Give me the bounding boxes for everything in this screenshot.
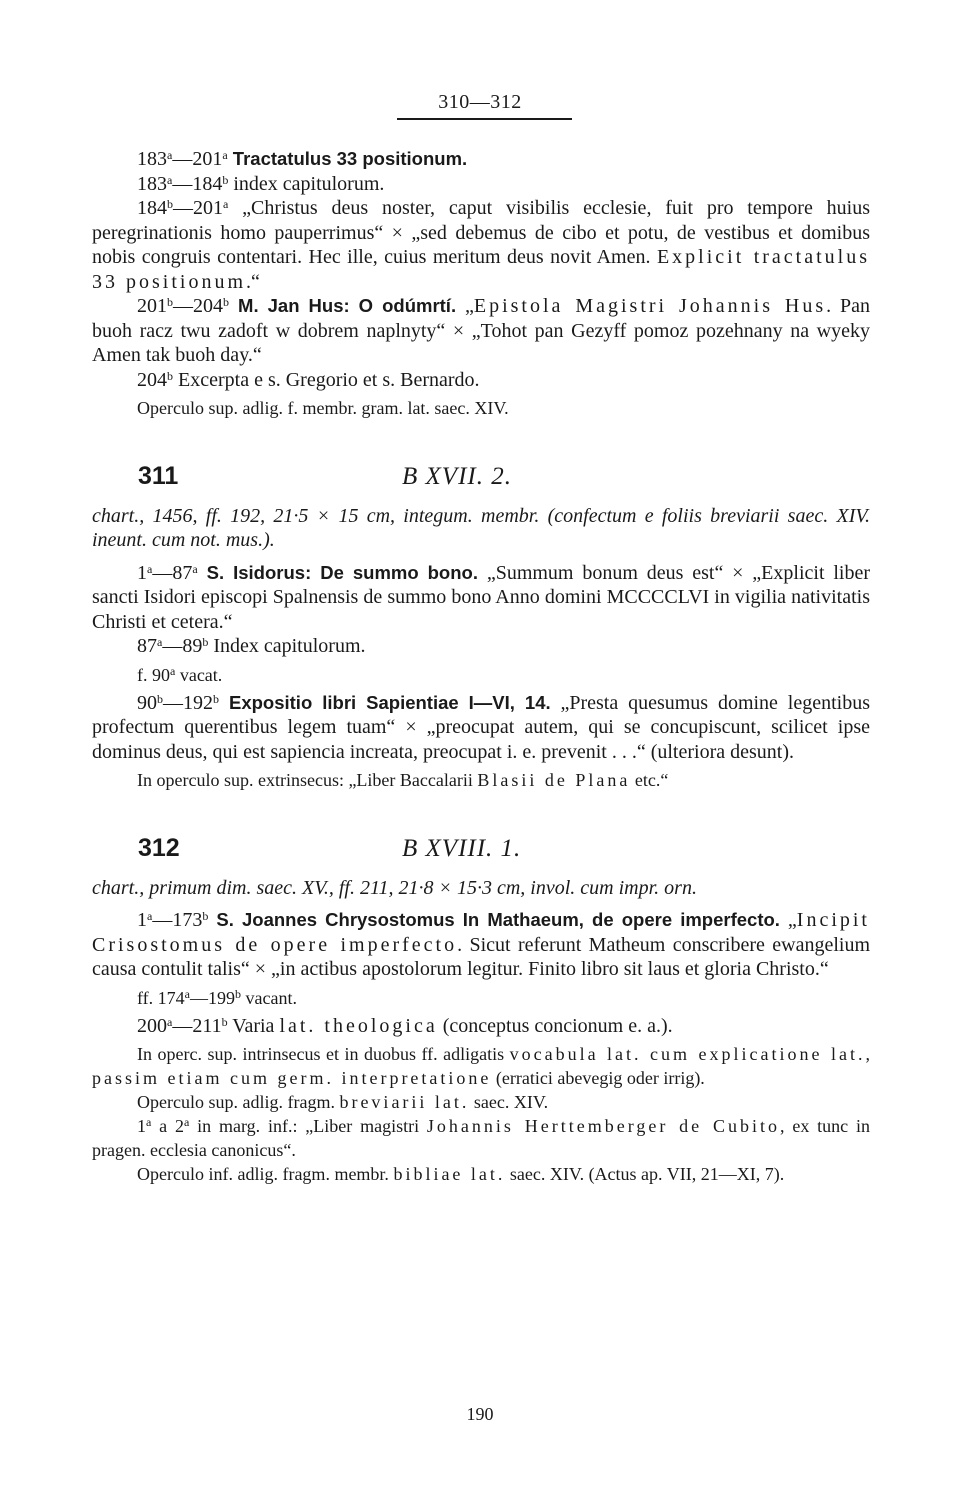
folio-superscript: b: [223, 295, 229, 309]
text-run: ,: [865, 1044, 870, 1064]
text-run: 184: [192, 172, 223, 195]
text-run: 183: [137, 148, 167, 170]
text-run: —: [190, 987, 208, 1008]
spaced-text: Johannis Herttemberger de Cubito: [426, 1116, 781, 1136]
folio-superscript: a: [147, 909, 153, 923]
entry-311-item-4: [92, 691, 870, 765]
folio-superscript: a: [170, 663, 176, 678]
spaced-text: bibliae lat.: [393, 1164, 506, 1184]
spaced-text: vocabula lat. cum explicatione lat.: [509, 1044, 866, 1064]
entry-312-item-2: [92, 986, 870, 1010]
text-run: 184: [137, 197, 167, 219]
page-content: [92, 147, 870, 1186]
text-run: „: [779, 909, 797, 931]
entry-311-note: [92, 768, 870, 792]
entry-310-item-2: [92, 172, 870, 197]
text-run: in marg. inf.: „Liber magistri: [189, 1116, 427, 1136]
text-run: In operculo sup. extrinsecus: „Liber Baccalarii: [137, 770, 478, 790]
folio-superscript: b: [221, 1014, 228, 1029]
folio-superscript: a: [183, 1115, 190, 1129]
text-run: Index capitulorum.: [208, 635, 366, 657]
entry-311-heading: [92, 464, 870, 490]
text-run: 90: [137, 691, 157, 714]
entry-312-heading: [92, 836, 870, 862]
running-head: [0, 90, 960, 115]
folio-superscript: a: [147, 561, 153, 576]
spaced-text: lat. theologica: [279, 1014, 438, 1037]
text-run: . Sicut referunt Matheum conscribere ewangelium causa contulit talis“ × „in actibus apostolorum legitur. Finito libro sit laus et gloria Christo.“: [92, 933, 870, 980]
entry-312-note-4: [92, 1162, 870, 1186]
entry-312-note-2: [92, 1090, 870, 1114]
work-title: S. Isidorus: De summo bono.: [197, 561, 478, 583]
text-run: „Presta quesumus domine legentibus profectum querentibus legem tuam“ × „preocupat autem, qui se concupiscunt, scilicet ipse dominus deus, qui est sapiencia increata, preocupat i. e. prevenit . . .“ (ulteriora desunt).: [92, 691, 870, 763]
folio-superscript: a: [184, 986, 190, 1001]
text-run: 204: [137, 368, 167, 391]
entry-311-item-2: [92, 634, 870, 659]
text-run: (conceptus concionum e. a.).: [437, 1014, 673, 1037]
text-run: 201: [137, 295, 167, 317]
entry-311-item-1: [92, 561, 870, 635]
text-run: index capitulorum.: [228, 172, 385, 195]
text-run: —: [152, 561, 173, 584]
entry-312-note-1: [92, 1042, 870, 1090]
spaced-text: Epistola Magistri Johannis Hus: [473, 295, 827, 317]
text-run: „Summum bonum deus est“ × „Explicit liber sancti Isidori episcopi Spalnensis de summo bono Anno domini MCCCCLVI in vigilia nativitatis Christi et cetera.“: [92, 561, 871, 633]
folio-superscript: b: [202, 635, 209, 649]
text-run: —: [173, 295, 193, 317]
entry-312-item-1: [92, 908, 870, 982]
text-run: 211: [192, 1014, 222, 1037]
folio-superscript: a: [146, 1115, 152, 1129]
text-run: saec. XIV. (Actus ap. VII, 21—XI, 7).: [505, 1164, 785, 1184]
text-run: (erratici abevegig oder irrig).: [491, 1068, 705, 1088]
text-run: . Pan buoh racz twu zadoft w dobrem naplnyty“ × „Tohot pan Gezyff pomoz pozehnany na wyeky Amen tak buoh day.“: [92, 295, 871, 366]
text-run: —: [152, 909, 173, 931]
text-run: 201: [193, 197, 223, 219]
text-run: „Christus deus noster, caput visibilis ecclesie, fuit pro tempore huius peregrinationis homo pauperrimus“ × „sed debemus de cibo et potu, de vestibus et domibus nobis congruis contentari. Hec ille, cuius meritum deus novit Amen.: [92, 197, 870, 268]
entry-311-item-3: [92, 663, 870, 687]
entry-310-item-1: [92, 147, 870, 172]
entry-number: 312: [138, 834, 180, 862]
folio-superscript: b: [167, 295, 173, 309]
folio-superscript: a: [167, 172, 173, 187]
shelf-signature: B XVIII. 1.: [402, 835, 522, 862]
spaced-text: Incipit Crisostomus de opere imperfecto: [92, 909, 870, 956]
text-run: 1: [137, 909, 147, 931]
folio-superscript: a: [167, 1014, 173, 1029]
text-run: —: [162, 635, 183, 657]
text-run: vacant.: [241, 987, 297, 1008]
text-run: 183: [137, 172, 167, 195]
entry-310-item-5: [92, 368, 870, 393]
text-run: .“: [246, 270, 260, 293]
text-run: —: [163, 691, 183, 714]
text-run: a: [151, 1116, 175, 1136]
text-run: 2: [174, 1116, 184, 1136]
text-run: 87: [137, 635, 157, 657]
folio-superscript: a: [192, 561, 198, 576]
folio-superscript: b: [167, 368, 173, 383]
text-run: Operculo inf. adlig. fragm. membr.: [137, 1164, 394, 1184]
text-run: Operculo sup. adlig. fragm.: [137, 1092, 340, 1112]
spaced-text: Blasii de Plana: [477, 770, 631, 790]
entry-312-item-3: [92, 1014, 870, 1039]
text-run: 90: [152, 664, 170, 685]
entry-310-item-4: [92, 294, 870, 368]
entry-312-description: chart., primum dim. saec. XV., ff. 211, 21·8 × 15·3 cm, invol. cum impr. orn.: [92, 876, 697, 899]
shelf-signature: B XVII. 2.: [402, 463, 512, 490]
work-title: Expositio libri Sapientiae I—VI, 14.: [219, 691, 551, 713]
text-run: 1: [137, 561, 147, 584]
header-rule: [397, 118, 572, 120]
text-run: 1: [137, 1116, 146, 1136]
folio-superscript: a: [223, 197, 229, 211]
entry-311-description: chart., 1456, ff. 192, 21·5 × 15 cm, integum. membr. (confectum e foliis breviarii saec. XIV. ineunt. cum not. mus.).: [92, 504, 870, 551]
text-run: In operc. sup. intrinsecus et in duobus ff. adligatis: [137, 1044, 510, 1064]
entry-312-note-3: [92, 1114, 870, 1162]
text-run: vacat.: [175, 664, 223, 685]
folio-superscript: b: [222, 172, 229, 187]
text-run: 174: [157, 987, 185, 1008]
text-run: Excerpta e s. Gregorio et s. Bernardo.: [173, 368, 480, 391]
text-run: —: [172, 1014, 193, 1037]
folio-superscript: a: [222, 148, 228, 162]
work-title: M. Jan Hus: O odúmrtí.: [229, 295, 457, 316]
folio-superscript: b: [213, 691, 219, 706]
text-run: ff.: [137, 987, 158, 1008]
spaced-text: breviarii lat.: [339, 1092, 470, 1112]
work-title: S. Joannes Chrysostomus In Mathaeum, de opere imperfecto.: [208, 909, 780, 930]
text-run: f.: [137, 664, 152, 685]
text-run: 192: [183, 691, 213, 714]
text-run: 201: [192, 148, 223, 170]
folio-superscript: b: [202, 909, 209, 923]
spaced-text: Explicit tractatulus 33 positionum: [92, 246, 871, 293]
text-run: Varia: [227, 1014, 280, 1037]
text-run: 87: [172, 561, 193, 584]
text-run: , ex tunc in pragen. ecclesia canonicus“.: [92, 1116, 870, 1160]
folio-superscript: a: [157, 635, 163, 649]
folio-superscript: b: [235, 986, 241, 1001]
text-run: 204: [193, 295, 223, 317]
entry-310-note: Operculo sup. adlig. f. membr. gram. lat. saec. XIV.: [137, 398, 509, 418]
text-run: „: [456, 295, 474, 317]
text-run: —: [173, 197, 193, 219]
running-head-text: 310—312: [438, 91, 522, 113]
text-run: 200: [137, 1014, 167, 1037]
work-title: Tractatulus 33 positionum.: [227, 148, 468, 169]
entry-310-item-3: [92, 196, 870, 294]
page-number: 190: [466, 1404, 494, 1424]
text-run: saec. XIV.: [469, 1092, 549, 1112]
text-run: etc.“: [630, 770, 669, 790]
entry-number: 311: [138, 462, 179, 490]
folio-superscript: a: [167, 148, 173, 162]
text-run: —: [172, 172, 193, 195]
spaced-text: passim etiam cum germ. interpretatione: [92, 1068, 492, 1088]
text-run: —: [172, 148, 193, 170]
folio-superscript: b: [157, 691, 163, 706]
text-run: 199: [208, 987, 235, 1008]
text-run: 89: [182, 635, 203, 657]
folio-superscript: b: [167, 197, 173, 211]
text-run: 173: [172, 909, 203, 931]
